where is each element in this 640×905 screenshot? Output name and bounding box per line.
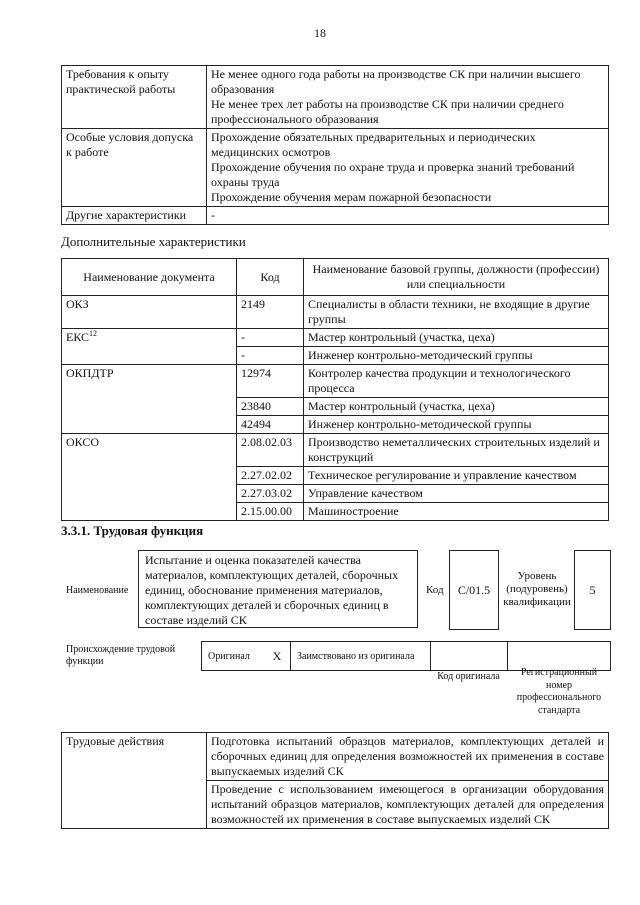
table-row xyxy=(62,66,609,129)
value-line: Прохождение обязательных предварительных и периодических медицинских осмотров xyxy=(211,130,536,159)
table-row xyxy=(62,329,609,347)
doc-name: ОКПДТР xyxy=(66,366,114,380)
table-cell-value: Подготовка испытаний образцов материалов, комплектующих деталей и сборочных единиц для определения возможностей их применения в составе выпускаемых изделий СК xyxy=(207,733,609,781)
table-row xyxy=(62,129,609,207)
labor-actions-table xyxy=(61,732,609,829)
name-cell: Специалисты в области техники, не входящие в другие группы xyxy=(304,296,609,329)
section-title: 3.3.1. Трудовая функция xyxy=(61,523,204,538)
page-number: 18 xyxy=(314,26,326,40)
table-cell-label: Трудовые действия xyxy=(62,733,207,829)
code-cell: 2149 xyxy=(237,296,304,329)
code-cell: 23840 xyxy=(237,398,304,416)
doc-cell xyxy=(62,365,237,434)
table-cell-value: Проведение с использованием имеющегося в организации оборудования испытаний образцов материалов, комплектующих деталей для определения возможностей их применения в составе выпускаемых изделий СК xyxy=(207,781,609,829)
doc-cell xyxy=(62,296,237,329)
original-mark: X xyxy=(264,642,291,670)
name-cell: Инженер контрольно-методической группы xyxy=(304,416,609,434)
origin-label: Происхождение трудовой функции xyxy=(66,644,176,667)
table-cell-value xyxy=(207,129,609,207)
name-cell: Мастер контрольный (участка, цеха) xyxy=(304,329,609,347)
value-line: Не менее одного года работы на производстве СК при наличии высшего образования xyxy=(211,67,581,96)
table-row xyxy=(62,434,609,467)
table-header-row xyxy=(62,259,609,296)
column-header: Наименование документа xyxy=(62,259,237,296)
doc-cell xyxy=(62,329,237,365)
origin-code-cell xyxy=(431,642,508,670)
table-row xyxy=(62,296,609,329)
table-row xyxy=(62,207,609,225)
value-line: Прохождение обучения по охране труда и проверка знаний требований охраны труда xyxy=(211,160,575,189)
original-label: Оригинал xyxy=(208,650,250,662)
level-label: Уровень (подуровень) квалификации xyxy=(503,570,571,608)
table-cell-label: Другие характеристики xyxy=(62,207,207,225)
code-value-box: C/01.5 xyxy=(449,550,499,630)
table-cell-label: Особые условия допуска к работе xyxy=(62,129,207,207)
name-cell: Техническое регулирование и управление качеством xyxy=(304,467,609,485)
table-row xyxy=(62,365,609,398)
name-cell: Инженер контрольно-методический группы xyxy=(304,347,609,365)
value-line: Не менее трех лет работы на производстве СК при наличии среднего профессионального образования xyxy=(211,97,564,126)
code-cell: 2.27.02.02 xyxy=(237,467,304,485)
code-cell: 42494 xyxy=(237,416,304,434)
name-cell: Контролер качества продукции и технологического процесса xyxy=(304,365,609,398)
name-cell: Машиностроение xyxy=(304,503,609,521)
additional-heading: Дополнительные характеристики xyxy=(61,234,246,249)
table-cell-label: Требования к опыту практической работы xyxy=(62,66,207,129)
footnote-mark: 12 xyxy=(89,329,98,338)
table-cell-value: - xyxy=(207,207,609,225)
name-label: Наименование xyxy=(66,585,129,596)
classification-table xyxy=(61,258,609,521)
code-cell: 2.15.00.00 xyxy=(237,503,304,521)
code-label: Код xyxy=(426,584,444,596)
doc-name: ОКСО xyxy=(66,435,100,449)
name-cell: Управление качеством xyxy=(304,485,609,503)
origin-reg-cell xyxy=(508,642,610,670)
name-cell: Производство неметаллических строительных изделий и конструкций xyxy=(304,434,609,467)
registration-caption: Регистрационный номер профессионального стандарта xyxy=(516,667,602,716)
value-line: Прохождение обучения мерам пожарной безопасности xyxy=(211,190,492,204)
code-cell: 12974 xyxy=(237,365,304,398)
origin-code-caption: Код оригинала xyxy=(437,671,500,682)
requirements-table xyxy=(61,65,609,225)
column-header: Наименование базовой группы, должности (профессии) или специальности xyxy=(304,259,609,296)
column-header: Код xyxy=(237,259,304,296)
table-row xyxy=(62,733,609,781)
borrowed-label: Заимствовано из оригинала xyxy=(291,642,431,670)
code-cell: 2.08.02.03 xyxy=(237,434,304,467)
code-cell: - xyxy=(237,347,304,365)
code-cell: 2.27.03.02 xyxy=(237,485,304,503)
table-cell-value xyxy=(207,66,609,129)
doc-cell xyxy=(62,434,237,521)
code-cell: - xyxy=(237,329,304,347)
doc-name: ОКЗ xyxy=(66,297,89,311)
function-name-box: Испытание и оценка показателей качества материалов, комплектующих деталей, сборочных единиц, обоснование применения материалов, комплектующих деталей и сборочных единиц в составе изделий СК xyxy=(138,550,418,628)
name-cell: Мастер контрольный (участка, цеха) xyxy=(304,398,609,416)
doc-name: ЕКС xyxy=(66,330,90,344)
level-value-box: 5 xyxy=(574,550,611,630)
